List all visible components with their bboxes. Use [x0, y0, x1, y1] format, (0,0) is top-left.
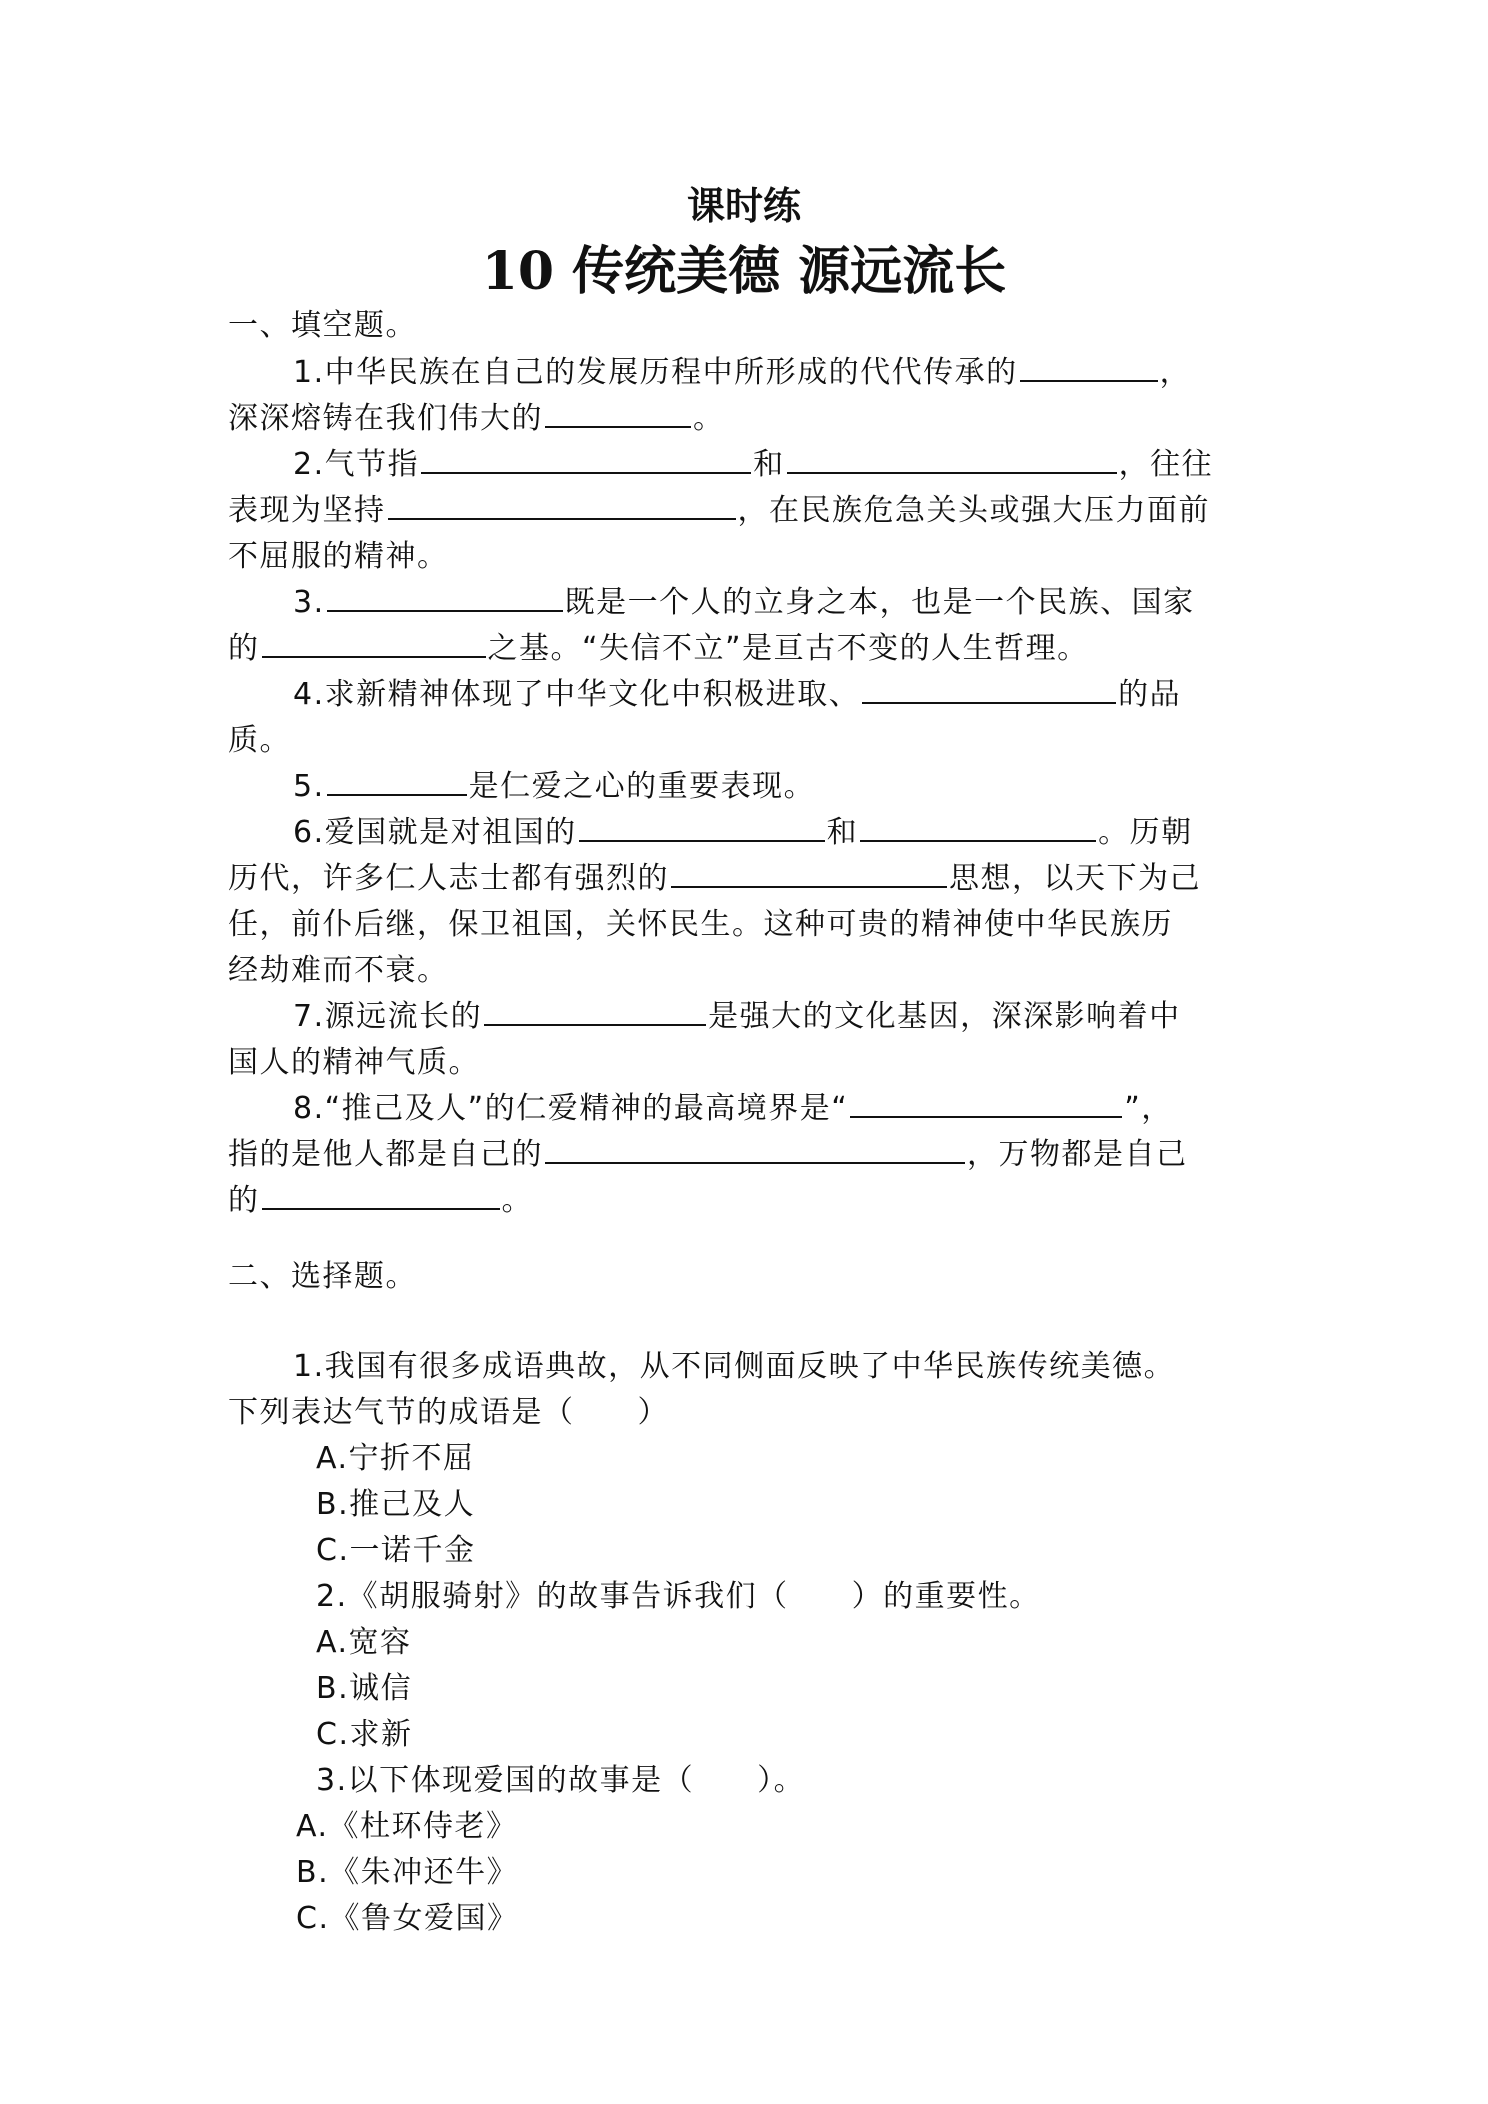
answer-blank[interactable]	[484, 994, 706, 1026]
choice-q1-line1: 1.我国有很多成语典故，从不同侧面反映了中华民族传统美德。	[293, 1349, 1176, 1384]
choice-q1-line2: 下列表达气节的成语是（ ）	[228, 1395, 669, 1430]
answer-blank[interactable]	[850, 1086, 1122, 1118]
answer-blank[interactable]	[1020, 350, 1158, 382]
answer-blank[interactable]	[545, 1132, 965, 1164]
answer-blank[interactable]	[262, 626, 486, 658]
answer-blank[interactable]	[262, 1178, 500, 1210]
answer-blank[interactable]	[327, 764, 467, 796]
fill-q7-line2: 国人的精神气质。	[228, 1045, 480, 1080]
fill-q6-line2: 历代，许多仁人志士都有强烈的 思想，以天下为己	[228, 856, 1201, 902]
answer-blank[interactable]	[579, 810, 825, 842]
page-title: 10 传统美德 源远流长	[481, 241, 1007, 302]
answer-blank[interactable]	[327, 580, 563, 612]
choice-q2-option-b[interactable]: B.诚信	[316, 1671, 413, 1706]
fill-q7-line1: 7.源远流长的 是强大的文化基因，深深影响着中	[293, 994, 1181, 1040]
choice-q3-option-a[interactable]: A.《杜环侍老》	[296, 1809, 518, 1844]
choice-q1-option-c[interactable]: C.一诺千金	[316, 1533, 476, 1568]
fill-q3-line1: 3. 既是一个人的立身之本，也是一个民族、国家	[293, 580, 1195, 626]
fill-q8-line2: 指的是他人都是自己的 ，万物都是自己	[228, 1132, 1188, 1178]
fill-q4-line1: 4.求新精神体现了中华文化中积极进取、 的品	[293, 672, 1181, 718]
page-subtitle: 课时练	[686, 183, 801, 228]
answer-blank[interactable]	[545, 396, 691, 428]
choice-q2-option-a[interactable]: A.宽容	[316, 1625, 412, 1660]
fill-q4-line2: 质。	[228, 723, 291, 758]
section-heading-fill-blank: 一、填空题。	[228, 308, 417, 343]
fill-q8-line1: 8.“推己及人”的仁爱精神的最高境界是“ ”，	[293, 1086, 1173, 1132]
fill-q2-line3: 不屈服的精神。	[228, 539, 449, 574]
answer-blank[interactable]	[671, 856, 947, 888]
section-heading-multiple-choice: 二、选择题。	[228, 1259, 417, 1294]
choice-q2-option-c[interactable]: C.求新	[316, 1717, 413, 1752]
fill-q6-line3: 任，前仆后继，保卫祖国，关怀民生。这种可贵的精神使中华民族历	[228, 907, 1173, 942]
fill-q3-line2: 的 之基。“失信不立”是亘古不变的人生哲理。	[228, 626, 1089, 672]
fill-q5-line1: 5. 是仁爱之心的重要表现。	[293, 764, 815, 810]
choice-q1-option-b[interactable]: B.推己及人	[316, 1487, 476, 1522]
answer-blank[interactable]	[862, 672, 1116, 704]
answer-blank[interactable]	[388, 488, 736, 520]
fill-q1-line2: 深深熔铸在我们伟大的 。	[228, 396, 725, 442]
choice-q2-line1: 2.《胡服骑射》的故事告诉我们（ ）的重要性。	[316, 1579, 1041, 1614]
choice-q3-option-c[interactable]: C.《鲁女爱国》	[296, 1901, 519, 1936]
fill-q8-line3: 的 。	[228, 1178, 533, 1224]
choice-q3-option-b[interactable]: B.《朱冲还牛》	[296, 1855, 519, 1890]
fill-q6-line1: 6.爱国就是对祖国的 和 。历朝	[293, 810, 1193, 856]
choice-q3-line1: 3.以下体现爱国的故事是（ ）。	[316, 1763, 806, 1798]
choice-q1-option-a[interactable]: A.宁折不屈	[316, 1441, 475, 1476]
answer-blank[interactable]	[787, 442, 1117, 474]
fill-q2-line1: 2.气节指 和 ，往往	[293, 442, 1213, 488]
answer-blank[interactable]	[421, 442, 751, 474]
fill-q6-line4: 经劫难而不衰。	[228, 953, 449, 988]
answer-blank[interactable]	[860, 810, 1096, 842]
fill-q2-line2: 表现为坚持 ，在民族危急关头或强大压力面前	[228, 488, 1210, 534]
fill-q1-line1: 1.中华民族在自己的发展历程中所形成的代代传承的 ，	[293, 350, 1191, 396]
